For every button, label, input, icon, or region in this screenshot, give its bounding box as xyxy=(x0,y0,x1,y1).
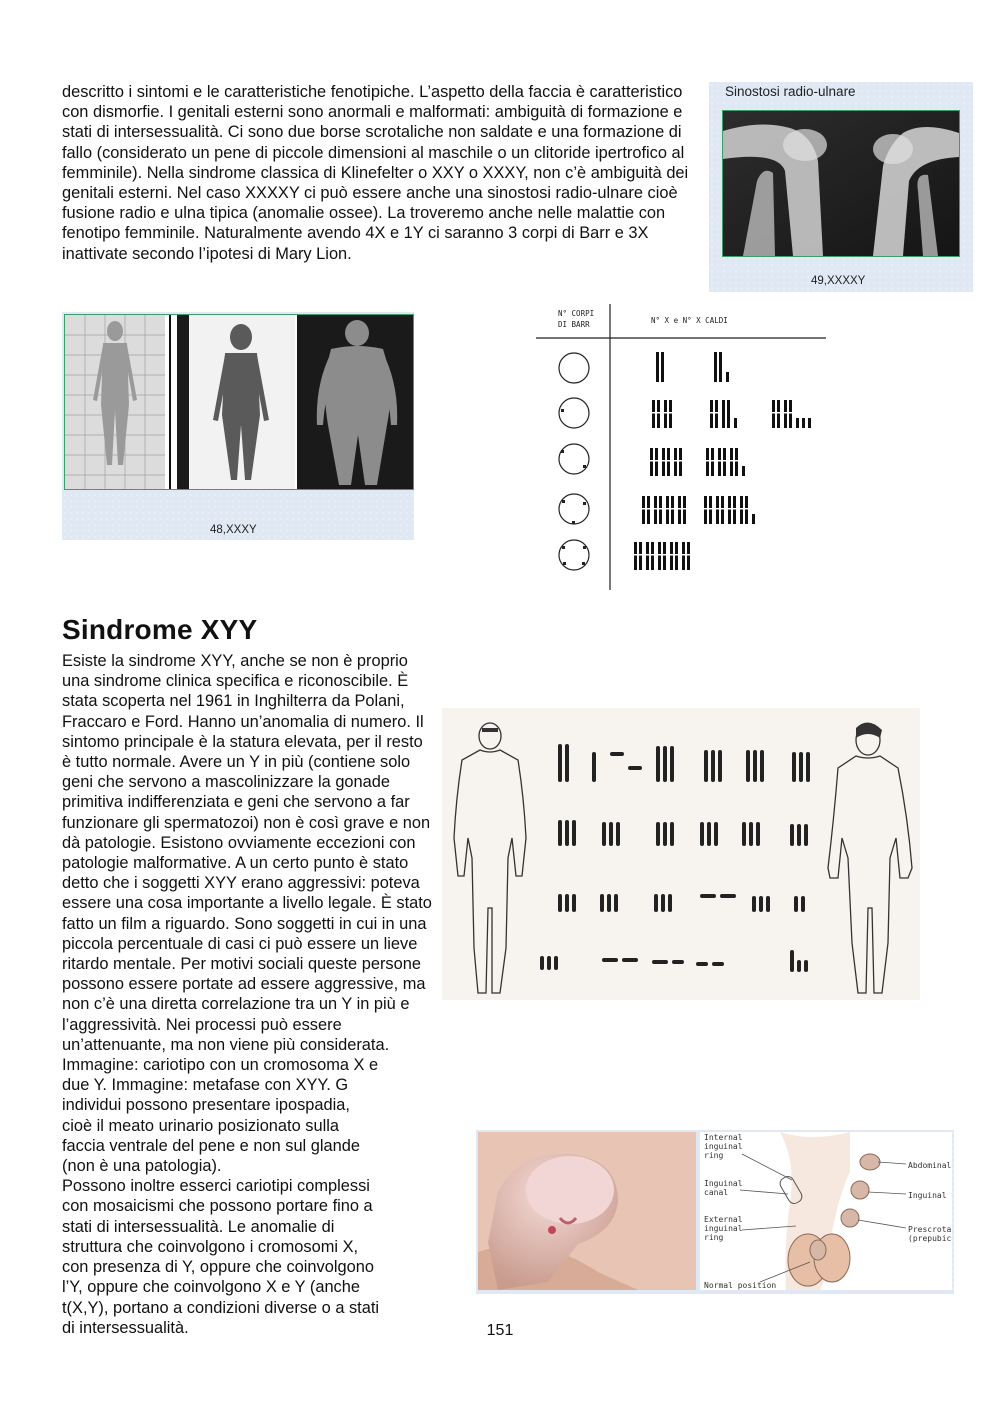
patients-illustration xyxy=(65,315,413,489)
label-internal-2: inguinal xyxy=(704,1142,743,1151)
xray-image xyxy=(722,110,960,257)
label-external-2: inguinal xyxy=(704,1224,743,1233)
label-external-1: External xyxy=(704,1215,743,1224)
xray-caption: 49,XXXXY xyxy=(811,275,866,287)
label-prescrotal-2: (prepubic) xyxy=(908,1234,952,1243)
label-normal: Normal position xyxy=(704,1281,777,1290)
label-abdominal: Abdominal xyxy=(908,1161,952,1170)
label-prescrotal-1: Prescrotal xyxy=(908,1225,952,1234)
section-title: Sindrome XYY xyxy=(62,614,258,645)
barr-bodies-diagram xyxy=(536,300,826,592)
label-canal-1: Inguinal xyxy=(704,1179,743,1188)
figure-float-spacer xyxy=(462,699,940,1069)
xray-figure xyxy=(709,82,973,292)
undescended-testis-diagram xyxy=(700,1132,952,1290)
patients-photo-strip xyxy=(64,314,414,490)
hypospadias-illustration xyxy=(478,1132,696,1290)
page-number: 151 xyxy=(486,1322,514,1339)
barr-col2-header: N° X e N° X CALDI xyxy=(651,316,728,325)
testis-illustration xyxy=(700,1132,952,1290)
hypospadias-figure xyxy=(476,1130,954,1294)
xray-illustration xyxy=(723,111,959,256)
patients-caption: 48,XXXY xyxy=(210,524,257,536)
label-inguinal: Inguinal xyxy=(908,1191,947,1200)
label-internal-3: ring xyxy=(704,1151,724,1160)
label-external-3: ring xyxy=(704,1233,724,1242)
barr-bodies-illustration xyxy=(536,300,826,592)
barr-col1-line1: N° CORPI xyxy=(558,309,595,318)
label-internal-1: Internal xyxy=(704,1133,743,1142)
hypospadias-photo xyxy=(478,1132,696,1290)
label-canal-2: canal xyxy=(704,1188,729,1197)
xyy-paragraph: Esiste la sindrome XYY, anche se non è proprio una sindrome clinica specifica e riconoscibile. È stata scoperta nel 1961 in Inghilterra da Polani, Fraccaro e Ford. Hanno un’anomalia di numero. Il sintomo principale è la statura elevata, per il resto è tutto normale. Avere un Y in più (contiene solo geni che servono a mascolinizzare la gonade primitiva indifferenziata e geni che servono a far funzionare gli spermatozoi) non è così grave e non dà patologie. Esistono ovviamente eccezioni con patologie malformative. A un certo punto è stato detto che i soggetti XYY erano aggressivi: poteva essere una cosa importante a livello legale. È stato fatto un film a riguardo. Sono soggetti in cui in una piccola percentuale di casi ci può essere un lieve ritardo mentale. Per motivi sociali queste persone possono essere portate ad essere aggressive, ma non c’è una diretta correlazione tra un Y in più e l’aggressività. Nei processi può essere un’attenuante, ma non viene più considerata. Immagine: cariotipo con un cromosoma X e due Y. Immagine: metafase con XYY. G individui possono presentare ipospadia, cioè il meato urinario posizionato sulla faccia ventrale del pene e non sul glande (non è una patologia). Possono inoltre esserci cariotipi complessi con mosaicismi che possono portare fino a stati di intersessualità. Le anomalie di struttura che coinvolgono i cromosomi X, con presenza di Y, oppure che coinvolgono l’Y, oppure che coinvolgono X e Y (anche t(X,Y), portano a condizioni diverse o a stati di intersessualità. xyxy=(62,651,940,1338)
patients-figure xyxy=(62,312,414,540)
intro-paragraph: descritto i sintomi e le caratteristiche fenotipiche. L’aspetto della faccia è caratteristico con dismorfie. I genitali esterni sono anormali e malformati: ambiguità di formazione e stati di intersessualità. Ci sono due borse scrotaliche non saldate e una formazione di fallo (considerato un pene di piccole dimensioni al maschile o un clitoride ipertrofico al femminile). Nella sindrome classica di Klinefelter o XXY o XXXY, non c’è ambiguità dei genitali esterni. Nel caso XXXXY ci può essere anche una sinostosi radio-ulnare cioè fusione radio e ulna tipica (anomalie ossee). La troveremo anche nelle malattie con fenotipo femminile. Naturalmente avendo 4X e 1Y ci saranno 3 corpi di Barr e 3X inattivate secondo l’ipotesi di Mary Lion. xyxy=(62,83,689,263)
xray-figure-title: Sinostosi radio-ulnare xyxy=(725,84,856,99)
barr-col1-line2: DI BARR xyxy=(558,320,590,329)
